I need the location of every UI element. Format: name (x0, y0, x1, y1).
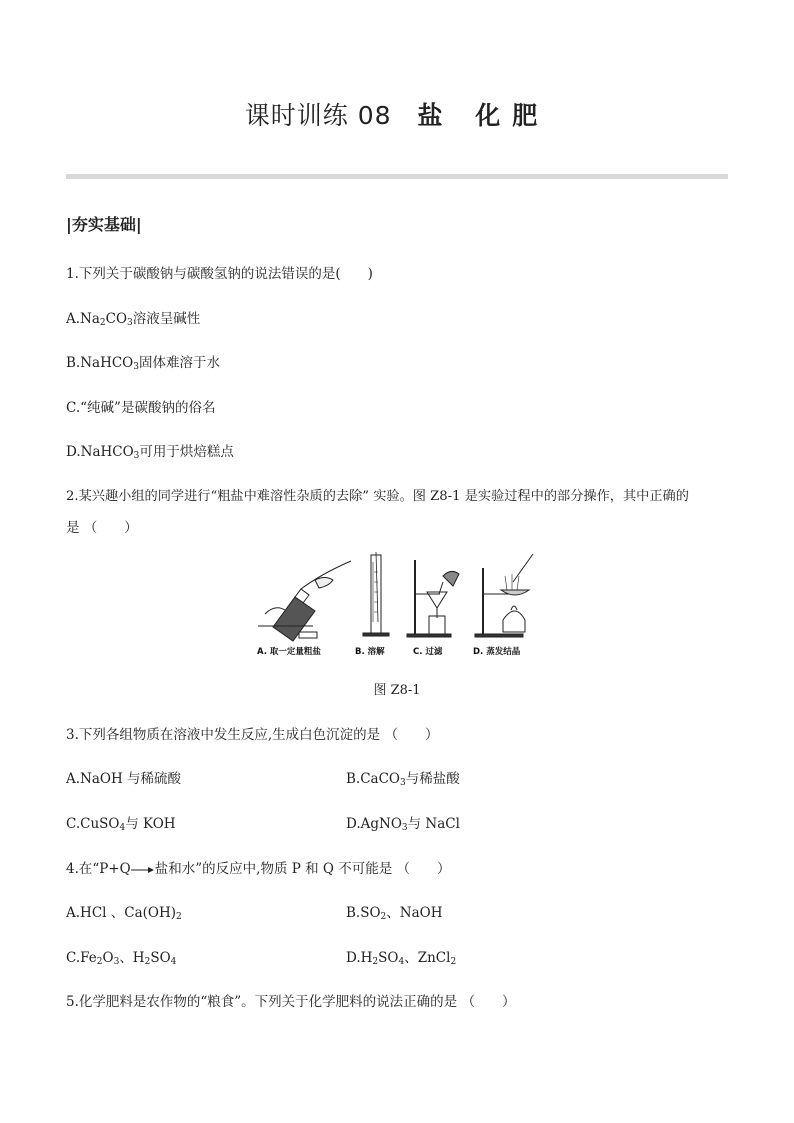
q4-option-b: $B.SO_2$、NaOH (346, 905, 443, 922)
q4-stem: 4.在“P+Q 盐和水”的反应中,物质 P 和 Q 不可能是 （ ） (66, 861, 451, 877)
q1-option-c: C.“纯碱”是碳酸钠的俗名 (66, 400, 216, 416)
q1-option-d: D.NaHCO$_3$可用于烘焙糕点 (66, 444, 234, 461)
q5-stem: 5.化学肥料是农作物的“粮食”。下列关于化学肥料的说法正确的是 （ ） (66, 994, 516, 1010)
figure-d-evaporation (475, 554, 533, 637)
figure-label-b: B. 溶解 (355, 647, 385, 657)
q1-option-b: B.NaHCO$_3$固体难溶于水 (66, 355, 220, 372)
title-main: 课时训练 08 (244, 101, 392, 130)
q3-option-d: D.AgNO$_3$与 NaCl (346, 816, 460, 833)
figure-label-c: C. 过滤 (413, 647, 443, 657)
q3-option-a: A.NaOH 与稀硫酸 (66, 771, 182, 787)
figure-label-a: A. 取一定量粗盐 (257, 647, 321, 657)
q1-stem: 1.下列关于碳酸钠与碳酸氢钠的说法错误的是( ) (66, 266, 373, 282)
q3-option-b: B.CaCO$_3$与稀盐酸 (346, 771, 460, 788)
q1-option-a: $A.Na_2CO_3$溶液呈碱性 (66, 311, 201, 328)
q3-stem: 3.下列各组物质在溶液中发生反应,生成白色沉淀的是 （ ） (66, 727, 439, 743)
q4-option-a: A.HCl 、$Ca(OH)_2$ (66, 905, 182, 922)
figure-caption: 图 Z8-1 (373, 683, 421, 698)
lab-apparatus-figure (255, 552, 541, 662)
q4-option-d: $D.H_2SO_4$、ZnCl$_2$ (346, 950, 457, 967)
figure-b-cylinder (363, 552, 389, 636)
q4-option-c: $C.Fe_2O_3$、$H_2SO_4$ (66, 950, 177, 967)
figure-a-bottle (258, 561, 351, 641)
section-heading: |夯实基础| (66, 215, 142, 234)
page-title (0, 96, 794, 132)
q2-stem-line2: 是 （ ） (66, 520, 138, 536)
title-divider (66, 174, 728, 179)
q3-option-c: C.CuSO$_4$与 KOH (66, 816, 176, 833)
q2-stem-line1: 2.某兴趣小组的同学进行“粗盐中难溶性杂质的去除” 实验。图 Z8-1 是实验过程中的部分操作，其中正确的 (66, 489, 689, 504)
figure-c-filter (407, 560, 459, 637)
figure-label-d: D. 蒸发结晶 (473, 647, 521, 657)
title-subject: 盐 化肥 (417, 101, 550, 130)
reaction-arrow-icon (131, 865, 155, 875)
